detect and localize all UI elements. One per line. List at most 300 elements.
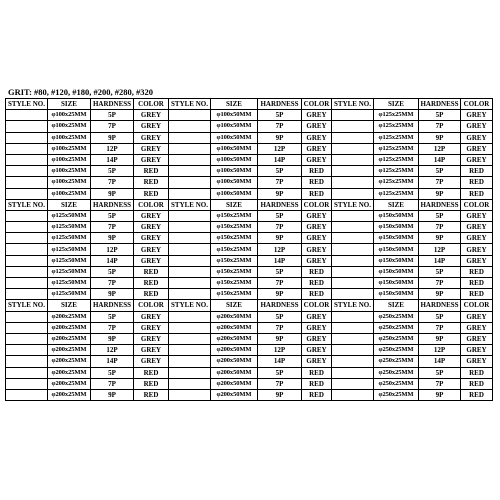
cell-color: GREY — [461, 311, 493, 322]
cell-style-no — [332, 143, 374, 154]
cell-hardness: 7P — [258, 378, 302, 389]
header-size: SIZE — [48, 300, 91, 311]
cell-size: φ100x25MM — [48, 177, 91, 188]
cell-hardness: 5P — [91, 210, 134, 221]
header-color: COLOR — [461, 99, 493, 110]
table-row — [6, 177, 493, 188]
cell-color: GREY — [461, 356, 493, 367]
table-row — [6, 233, 493, 244]
table-row — [6, 166, 493, 177]
cell-color: GREY — [461, 244, 493, 255]
header-hardness: HARDNESS — [258, 99, 302, 110]
cell-style-no — [6, 255, 48, 266]
cell-color: GREY — [302, 244, 332, 255]
cell-hardness: 7P — [419, 322, 461, 333]
cell-style-no — [169, 188, 211, 199]
cell-size: φ200x25MM — [48, 333, 91, 344]
cell-hardness: 7P — [91, 177, 134, 188]
table-row — [6, 143, 493, 154]
cell-color: RED — [302, 378, 332, 389]
cell-style-no — [332, 177, 374, 188]
cell-style-no — [332, 345, 374, 356]
cell-size: φ250x25MM — [374, 345, 419, 356]
cell-color: GREY — [461, 333, 493, 344]
cell-style-no — [169, 255, 211, 266]
cell-hardness: 9P — [258, 389, 302, 400]
header-hardness: HARDNESS — [420, 100, 459, 109]
cell-color: RED — [461, 289, 493, 300]
cell-color: RED — [302, 266, 332, 277]
table-row — [6, 278, 493, 289]
cell-style-no — [169, 311, 211, 322]
cell-size: φ100x25MM — [48, 154, 91, 165]
cell-style-no — [169, 322, 211, 333]
cell-hardness: 5P — [91, 266, 134, 277]
header-hardness: HARDNESS — [91, 99, 134, 110]
table-row — [6, 333, 493, 344]
cell-size: φ150x50MM — [374, 210, 419, 221]
header-size: SIZE — [374, 199, 419, 210]
cell-hardness: 12P — [91, 244, 134, 255]
cell-size: φ150x25MM — [211, 233, 258, 244]
cell-color: GREY — [134, 322, 169, 333]
cell-color: RED — [461, 177, 493, 188]
cell-size: φ125x50MM — [48, 255, 91, 266]
cell-hardness: 5P — [91, 110, 134, 121]
spec-table-body — [6, 99, 493, 401]
cell-size: φ125x50MM — [48, 278, 91, 289]
cell-color: GREY — [302, 110, 332, 121]
cell-color: RED — [302, 278, 332, 289]
cell-hardness: 5P — [258, 311, 302, 322]
cell-hardness: 14P — [91, 255, 134, 266]
cell-size: φ150x50MM — [374, 266, 419, 277]
cell-color: RED — [302, 177, 332, 188]
cell-style-no — [169, 289, 211, 300]
cell-color: RED — [134, 166, 169, 177]
cell-color: RED — [134, 177, 169, 188]
cell-style-no — [332, 188, 374, 199]
cell-size: φ150x25MM — [211, 266, 258, 277]
cell-hardness: 7P — [419, 278, 461, 289]
cell-color: RED — [461, 367, 493, 378]
cell-style-no — [6, 367, 48, 378]
cell-style-no — [332, 132, 374, 143]
cell-size: φ100x50MM — [211, 132, 258, 143]
cell-color: GREY — [302, 345, 332, 356]
cell-style-no — [332, 367, 374, 378]
cell-size: φ200x50MM — [211, 356, 258, 367]
cell-size: φ100x50MM — [211, 121, 258, 132]
cell-style-no — [6, 356, 48, 367]
cell-size: φ250x25MM — [374, 378, 419, 389]
cell-hardness: 9P — [91, 389, 134, 400]
cell-style-no — [6, 143, 48, 154]
cell-style-no — [6, 177, 48, 188]
cell-color: RED — [302, 166, 332, 177]
cell-color: GREY — [134, 143, 169, 154]
cell-color: GREY — [134, 110, 169, 121]
cell-size: φ100x25MM — [48, 143, 91, 154]
cell-color: GREY — [461, 121, 493, 132]
cell-style-no — [169, 210, 211, 221]
cell-color: GREY — [461, 233, 493, 244]
header-style-no: STYLE NO. — [6, 199, 48, 210]
cell-hardness: 7P — [419, 222, 461, 233]
cell-style-no — [332, 322, 374, 333]
cell-hardness: 7P — [258, 278, 302, 289]
cell-style-no — [169, 166, 211, 177]
cell-size: φ250x25MM — [374, 311, 419, 322]
cell-hardness: 12P — [419, 244, 461, 255]
cell-size: φ200x50MM — [211, 367, 258, 378]
header-row — [6, 300, 493, 311]
cell-size: φ150x50MM — [374, 289, 419, 300]
cell-style-no — [6, 389, 48, 400]
cell-hardness: 9P — [258, 289, 302, 300]
cell-style-no — [6, 266, 48, 277]
cell-hardness: 7P — [91, 278, 134, 289]
cell-hardness: 9P — [91, 233, 134, 244]
cell-hardness: 5P — [258, 110, 302, 121]
header-style-no: STYLE NO. — [332, 300, 374, 311]
cell-style-no — [6, 378, 48, 389]
cell-size: φ125x25MM — [374, 110, 419, 121]
cell-size: φ250x25MM — [374, 356, 419, 367]
cell-color: GREY — [134, 210, 169, 221]
cell-style-no — [169, 222, 211, 233]
cell-hardness: 14P — [91, 356, 134, 367]
cell-color: GREY — [134, 154, 169, 165]
header-style-no: STYLE NO. — [169, 300, 211, 311]
cell-hardness: 5P — [419, 367, 461, 378]
header-color: COLOR — [134, 300, 169, 311]
table-row — [6, 132, 493, 143]
cell-hardness: 7P — [91, 322, 134, 333]
cell-size: φ125x25MM — [374, 166, 419, 177]
cell-size: φ100x50MM — [211, 188, 258, 199]
cell-color: GREY — [302, 154, 332, 165]
table-row — [6, 289, 493, 300]
cell-hardness: 5P — [419, 311, 461, 322]
cell-size: φ200x25MM — [48, 311, 91, 322]
table-row — [6, 389, 493, 400]
cell-color: RED — [134, 278, 169, 289]
cell-size: φ125x25MM — [374, 188, 419, 199]
cell-color: GREY — [302, 121, 332, 132]
cell-color: GREY — [302, 222, 332, 233]
cell-color: GREY — [302, 322, 332, 333]
cell-style-no — [6, 222, 48, 233]
cell-size: φ200x50MM — [211, 322, 258, 333]
cell-size: φ200x25MM — [48, 367, 91, 378]
cell-hardness: 9P — [258, 132, 302, 143]
cell-color: GREY — [461, 322, 493, 333]
header-style-no: STYLE NO. — [6, 99, 48, 110]
table-row — [6, 356, 493, 367]
cell-hardness: 7P — [258, 121, 302, 132]
cell-hardness: 14P — [419, 154, 461, 165]
cell-size: φ250x25MM — [374, 333, 419, 344]
grit-title: GRIT: #80, #120, #180, #200, #280, #320 — [8, 87, 154, 97]
cell-hardness: 5P — [91, 166, 134, 177]
cell-style-no — [332, 389, 374, 400]
cell-size: φ150x50MM — [374, 244, 419, 255]
cell-color: RED — [134, 266, 169, 277]
cell-size: φ125x25MM — [374, 143, 419, 154]
cell-style-no — [169, 266, 211, 277]
cell-hardness: 5P — [258, 166, 302, 177]
cell-color: GREY — [461, 222, 493, 233]
cell-size: φ125x25MM — [374, 121, 419, 132]
cell-color: RED — [302, 188, 332, 199]
cell-style-no — [169, 143, 211, 154]
cell-color: GREY — [134, 222, 169, 233]
cell-style-no — [6, 244, 48, 255]
header-row — [6, 199, 493, 210]
cell-size: φ100x50MM — [211, 166, 258, 177]
header-hardness: HARDNESS — [420, 200, 459, 209]
cell-style-no — [332, 121, 374, 132]
cell-hardness: 7P — [258, 322, 302, 333]
cell-size: φ200x25MM — [48, 322, 91, 333]
cell-color: GREY — [461, 110, 493, 121]
cell-color: GREY — [302, 210, 332, 221]
header-color: COLOR — [302, 199, 332, 210]
cell-hardness: 5P — [419, 166, 461, 177]
table-row — [6, 345, 493, 356]
cell-style-no — [6, 121, 48, 132]
cell-hardness: 14P — [419, 356, 461, 367]
cell-style-no — [169, 389, 211, 400]
table-row — [6, 378, 493, 389]
cell-color: GREY — [134, 356, 169, 367]
cell-size: φ250x25MM — [374, 322, 419, 333]
cell-color: GREY — [134, 132, 169, 143]
cell-color: GREY — [134, 255, 169, 266]
cell-size: φ150x25MM — [211, 255, 258, 266]
cell-size: φ100x50MM — [211, 154, 258, 165]
cell-hardness: 7P — [419, 378, 461, 389]
cell-size: φ150x50MM — [374, 255, 419, 266]
cell-style-no — [332, 378, 374, 389]
cell-hardness: 14P — [258, 154, 302, 165]
cell-style-no — [169, 132, 211, 143]
cell-style-no — [332, 255, 374, 266]
cell-style-no — [332, 222, 374, 233]
table-row — [6, 322, 493, 333]
cell-size: φ100x50MM — [211, 177, 258, 188]
cell-color: GREY — [134, 333, 169, 344]
header-style-no: STYLE NO. — [169, 99, 211, 110]
header-row — [6, 99, 493, 110]
table-row — [6, 255, 493, 266]
cell-hardness: 12P — [91, 345, 134, 356]
cell-size: φ200x25MM — [48, 356, 91, 367]
cell-color: RED — [461, 389, 493, 400]
cell-style-no — [332, 210, 374, 221]
cell-hardness: 7P — [91, 222, 134, 233]
cell-style-no — [6, 166, 48, 177]
cell-style-no — [169, 333, 211, 344]
cell-color: GREY — [461, 143, 493, 154]
table-row — [6, 154, 493, 165]
cell-size: φ125x50MM — [48, 222, 91, 233]
cell-color: RED — [461, 188, 493, 199]
table-row — [6, 222, 493, 233]
cell-style-no — [332, 154, 374, 165]
cell-size: φ125x50MM — [48, 233, 91, 244]
cell-hardness: 9P — [419, 233, 461, 244]
table-row — [6, 244, 493, 255]
cell-size: φ100x50MM — [211, 143, 258, 154]
cell-style-no — [169, 278, 211, 289]
cell-size: φ100x25MM — [48, 132, 91, 143]
cell-style-no — [6, 322, 48, 333]
header-size: SIZE — [48, 199, 91, 210]
cell-style-no — [169, 233, 211, 244]
cell-hardness: 14P — [258, 356, 302, 367]
cell-size: φ150x50MM — [374, 278, 419, 289]
table-row — [6, 110, 493, 121]
cell-hardness: 5P — [419, 110, 461, 121]
cell-style-no — [169, 378, 211, 389]
cell-hardness: 5P — [258, 367, 302, 378]
cell-hardness: 12P — [419, 345, 461, 356]
cell-hardness: 5P — [258, 266, 302, 277]
header-hardness: HARDNESS — [258, 300, 302, 311]
cell-size: φ200x50MM — [211, 345, 258, 356]
cell-color: GREY — [302, 333, 332, 344]
cell-size: φ250x25MM — [374, 367, 419, 378]
cell-hardness: 5P — [419, 210, 461, 221]
cell-size: φ200x50MM — [211, 333, 258, 344]
cell-hardness: 5P — [419, 266, 461, 277]
header-color: COLOR — [134, 99, 169, 110]
cell-hardness: 9P — [258, 188, 302, 199]
cell-color: GREY — [461, 132, 493, 143]
table-row — [6, 311, 493, 322]
cell-hardness: 14P — [91, 154, 134, 165]
header-hardness: HARDNESS — [258, 199, 302, 210]
header-color: COLOR — [302, 99, 332, 110]
cell-style-no — [332, 166, 374, 177]
cell-color: GREY — [302, 143, 332, 154]
table-row — [6, 210, 493, 221]
cell-color: RED — [134, 378, 169, 389]
header-color: COLOR — [461, 300, 493, 311]
cell-size: φ150x25MM — [211, 244, 258, 255]
cell-style-no — [6, 110, 48, 121]
cell-size: φ150x25MM — [211, 289, 258, 300]
cell-hardness: 12P — [258, 143, 302, 154]
cell-style-no — [6, 233, 48, 244]
cell-hardness: 7P — [419, 177, 461, 188]
cell-color: GREY — [134, 233, 169, 244]
cell-color: GREY — [134, 311, 169, 322]
cell-color: GREY — [461, 154, 493, 165]
table-row — [6, 188, 493, 199]
cell-style-no — [332, 110, 374, 121]
header-hardness: HARDNESS — [91, 300, 134, 311]
cell-color: GREY — [461, 345, 493, 356]
cell-hardness: 9P — [419, 132, 461, 143]
cell-size: φ125x50MM — [48, 244, 91, 255]
cell-hardness: 9P — [419, 333, 461, 344]
cell-hardness: 5P — [91, 311, 134, 322]
cell-style-no — [169, 244, 211, 255]
cell-size: φ150x50MM — [374, 222, 419, 233]
cell-style-no — [332, 244, 374, 255]
cell-hardness: 14P — [258, 255, 302, 266]
cell-hardness: 7P — [91, 121, 134, 132]
cell-color: RED — [461, 166, 493, 177]
cell-hardness: 9P — [91, 188, 134, 199]
header-color: COLOR — [461, 199, 493, 210]
cell-size: φ125x50MM — [48, 289, 91, 300]
cell-hardness: 12P — [91, 143, 134, 154]
cell-size: φ250x25MM — [374, 389, 419, 400]
cell-size: φ200x50MM — [211, 378, 258, 389]
cell-size: φ200x25MM — [48, 389, 91, 400]
header-size: SIZE — [211, 300, 258, 311]
header-style-no: STYLE NO. — [6, 300, 48, 311]
cell-style-no — [332, 333, 374, 344]
table-row — [6, 367, 493, 378]
cell-color: GREY — [461, 255, 493, 266]
cell-style-no — [6, 188, 48, 199]
cell-style-no — [169, 345, 211, 356]
cell-hardness: 14P — [419, 255, 461, 266]
cell-style-no — [169, 367, 211, 378]
cell-color: GREY — [302, 311, 332, 322]
cell-hardness: 5P — [91, 367, 134, 378]
table-row — [6, 266, 493, 277]
cell-size: φ150x25MM — [211, 278, 258, 289]
header-hardness: HARDNESS — [420, 301, 459, 310]
cell-hardness: 9P — [91, 289, 134, 300]
cell-color: GREY — [461, 210, 493, 221]
cell-hardness: 5P — [258, 210, 302, 221]
cell-hardness: 7P — [258, 222, 302, 233]
cell-style-no — [169, 110, 211, 121]
cell-size: φ100x25MM — [48, 166, 91, 177]
header-size: SIZE — [48, 99, 91, 110]
cell-color: RED — [134, 188, 169, 199]
cell-size: φ125x25MM — [374, 154, 419, 165]
cell-color: RED — [134, 289, 169, 300]
cell-style-no — [6, 311, 48, 322]
table-row — [6, 121, 493, 132]
cell-style-no — [169, 356, 211, 367]
cell-color: GREY — [134, 121, 169, 132]
header-style-no: STYLE NO. — [169, 199, 211, 210]
cell-color: RED — [302, 289, 332, 300]
cell-size: φ125x50MM — [48, 210, 91, 221]
cell-color: RED — [302, 389, 332, 400]
header-style-no: STYLE NO. — [332, 99, 374, 110]
cell-color: RED — [134, 367, 169, 378]
cell-hardness: 9P — [419, 188, 461, 199]
cell-color: GREY — [134, 244, 169, 255]
cell-hardness: 12P — [419, 143, 461, 154]
header-style-no: STYLE NO. — [332, 199, 374, 210]
cell-hardness: 9P — [91, 333, 134, 344]
cell-style-no — [332, 289, 374, 300]
cell-color: RED — [461, 278, 493, 289]
cell-style-no — [6, 289, 48, 300]
cell-size: φ125x25MM — [374, 132, 419, 143]
